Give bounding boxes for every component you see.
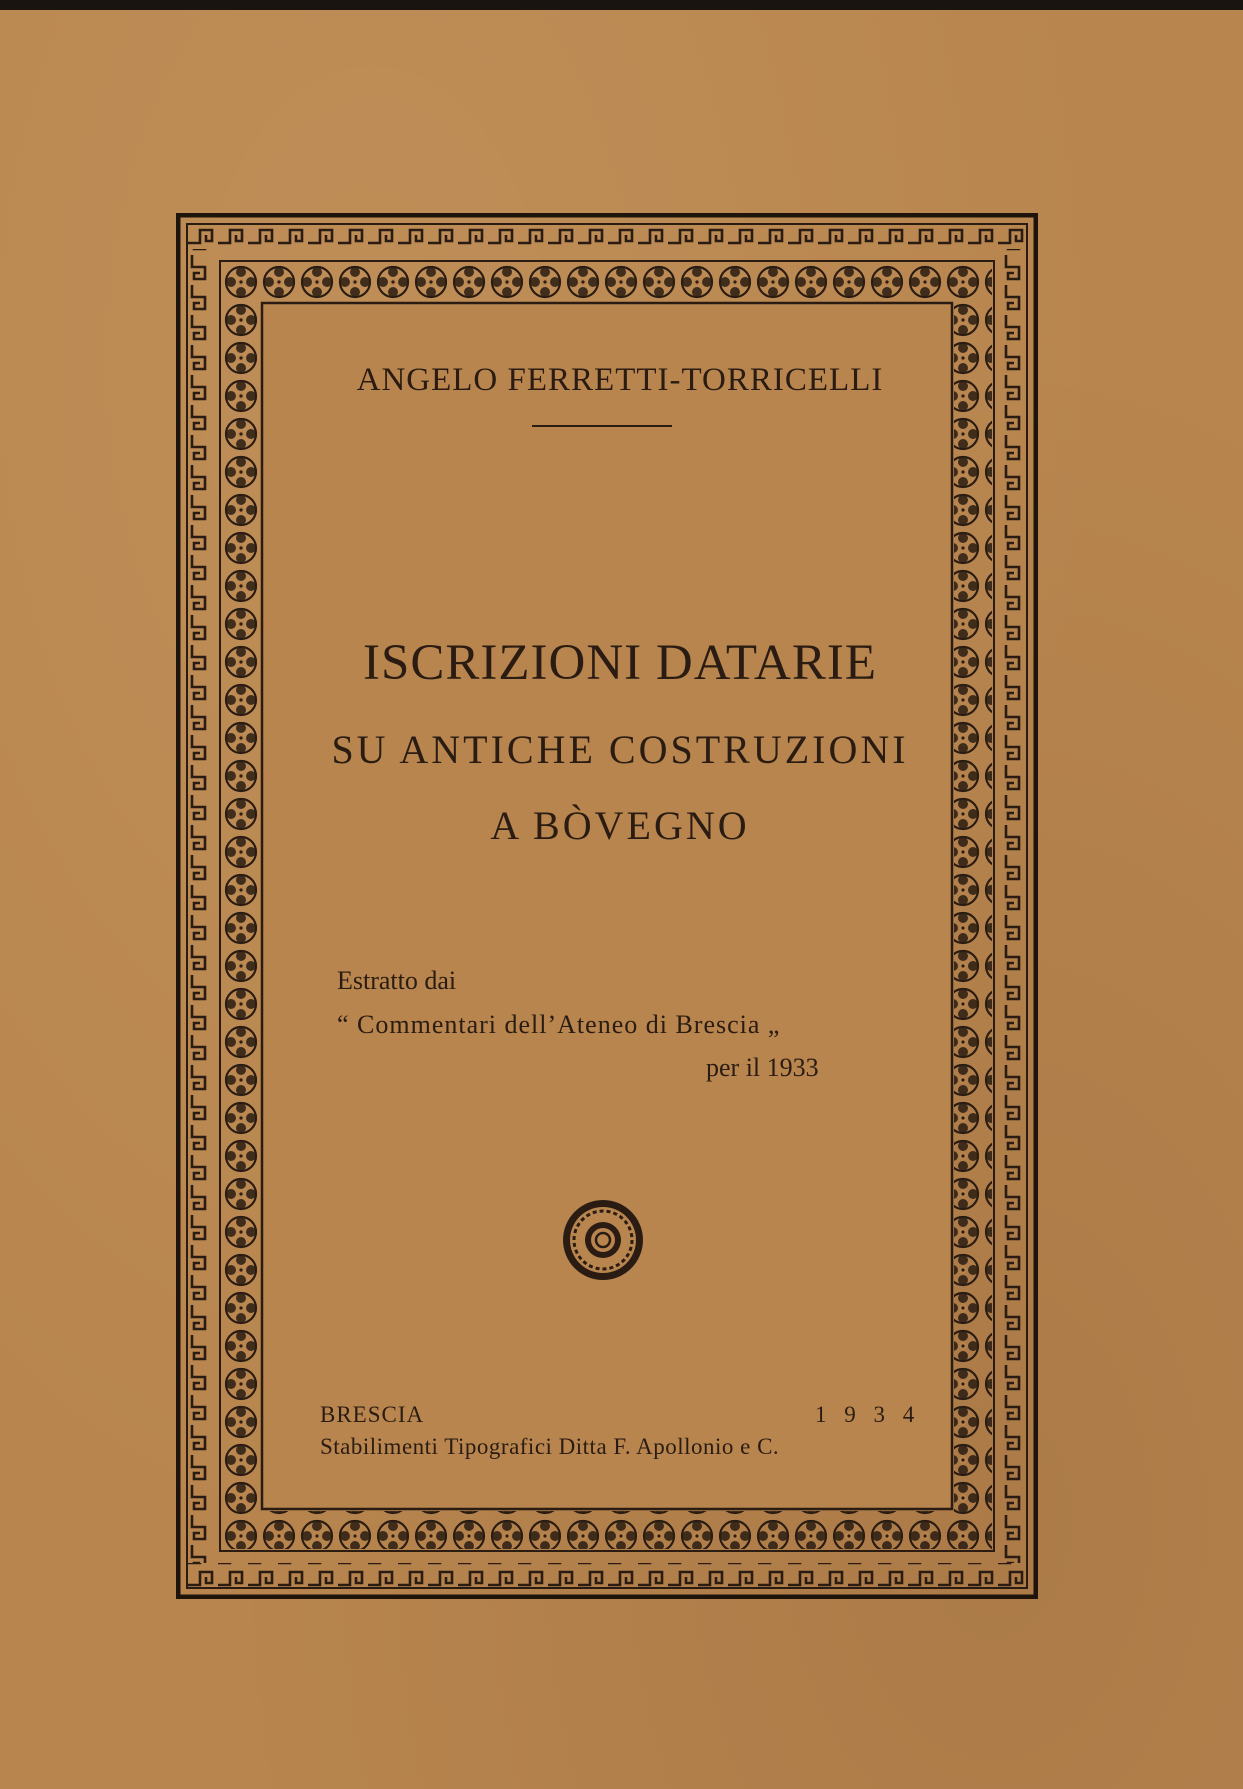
printer-imprint: Stabilimenti Tipografici Ditta F. Apollonio e C. <box>320 1434 780 1459</box>
ornamental-border <box>176 213 1038 1599</box>
title-line-1: ISCRIZIONI DATARIE <box>363 635 877 691</box>
scan-top-edge <box>0 0 1243 10</box>
extract-note-line-3: per il 1933 <box>706 1053 819 1082</box>
extract-note-line-2: “ Commentari dell’Ateneo di Brescia „ <box>337 1010 781 1039</box>
author-divider <box>532 425 672 427</box>
publisher-city: BRESCIA <box>320 1402 425 1427</box>
title-line-3: A BÒVEGNO <box>490 803 750 848</box>
border-svg <box>176 213 1038 1599</box>
title-line-2: SU ANTICHE COSTRUZIONI <box>331 727 909 772</box>
printer-mark-rosette-icon <box>558 1195 648 1285</box>
author-name: ANGELO FERRETTI-TORRICELLI <box>356 362 884 398</box>
publication-year: 1 9 3 4 <box>815 1402 921 1427</box>
extract-note-line-1: Estratto dai <box>337 966 457 995</box>
